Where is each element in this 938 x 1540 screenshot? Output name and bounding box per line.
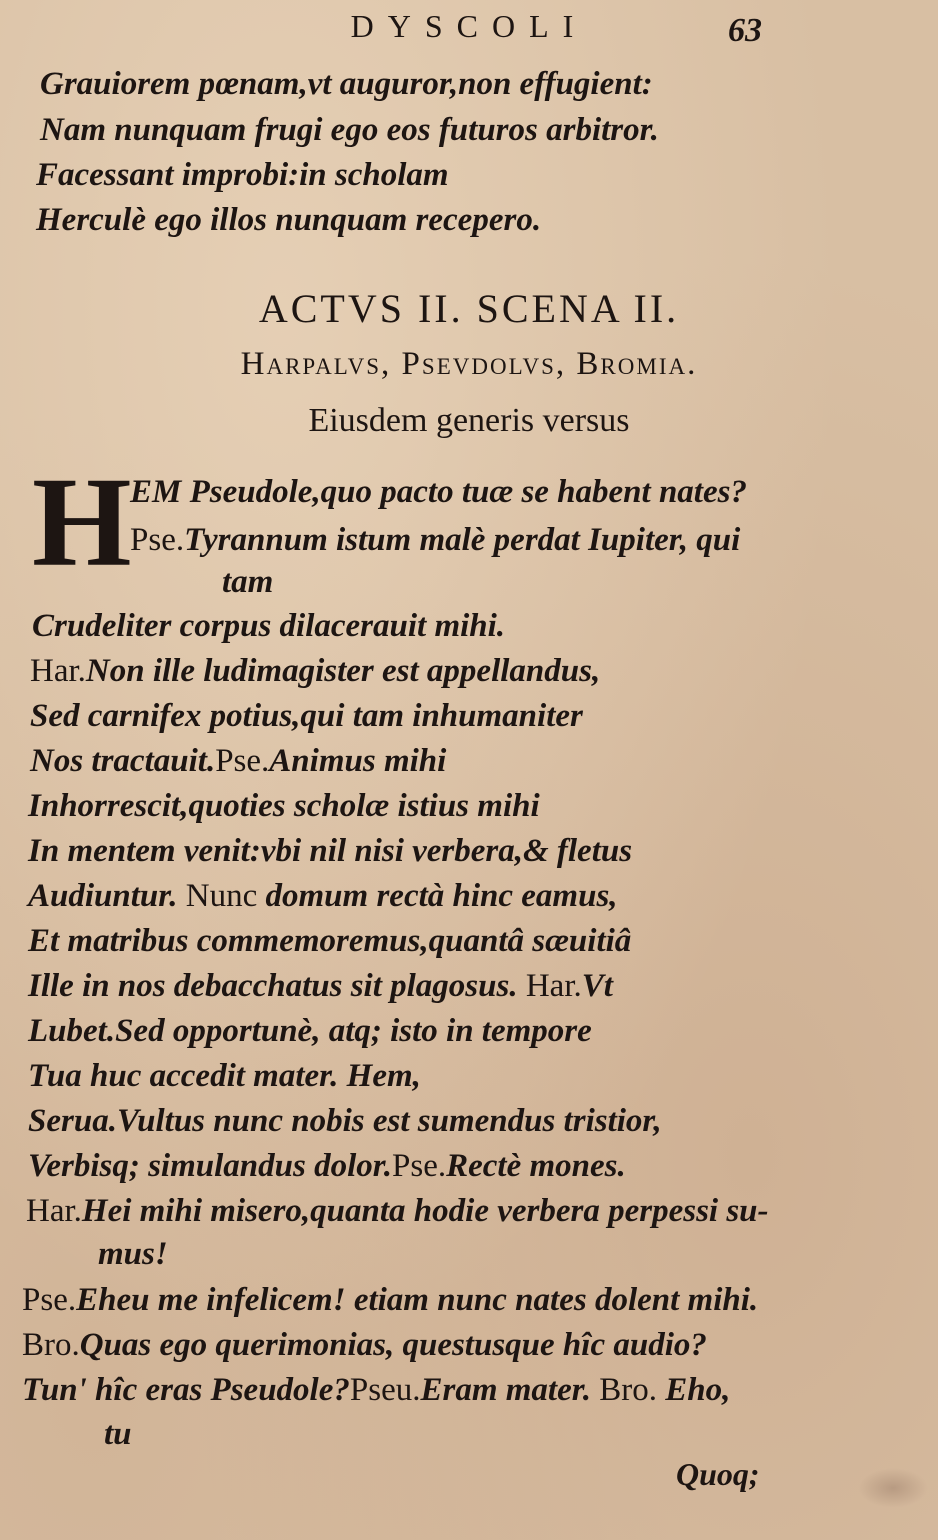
speaker-label: Pse.: [130, 522, 185, 558]
speaker-label: Pse.: [215, 743, 270, 779]
dialogue-line: Har.Non ille ludimagister est appellandus,: [30, 653, 601, 689]
verse-line: Nam nunquam frugi ego eos futuros arbitror.: [40, 112, 659, 148]
dialogue-line: Serua.Vultus nunc nobis est sumendus tristior,: [28, 1103, 662, 1139]
speaker-label: Bro.: [22, 1327, 80, 1363]
dialogue-line: In mentem venit:vbi nil nisi verbera,& fletus: [28, 833, 633, 869]
dialogue-line: Audiuntur. Nunc domum rectà hinc eamus,: [28, 878, 618, 914]
dialogue-line: Sed carnifex potius,qui tam inhumaniter: [30, 698, 583, 734]
dialogue-line: Tua huc accedit mater. Hem,: [28, 1058, 421, 1094]
dialogue-line: Tun' hîc eras Pseudole?Pseu.Eram mater. Bro. Eho,: [22, 1372, 731, 1408]
dialogue-line: Har.Hei mihi misero,quanta hodie verbera perpessi su-: [26, 1193, 769, 1229]
dialogue-line: Crudeliter corpus dilacerauit mihi.: [32, 608, 506, 644]
speaker-label: Bro.: [599, 1372, 657, 1408]
speaker-label: Har.: [30, 653, 86, 689]
dialogue-line: Verbisq; simulandus dolor.Pse.Rectè mones.: [28, 1148, 626, 1184]
speaker-label: Pseu.: [349, 1372, 421, 1408]
speaker-label: Har.: [525, 968, 582, 1004]
drop-cap-initial: H: [32, 451, 132, 593]
characters-list: Harpalvs, Psevdolvs, Bromia.: [240, 346, 698, 382]
dialogue-line: Et matribus commemoremus,quantâ sæuitiâ: [28, 923, 632, 959]
speaker-label: Pse.: [392, 1148, 447, 1184]
dialogue-line: EM Pseudole,quo pacto tuæ se habent nates?: [130, 474, 747, 510]
verse-line: Facessant improbi:in scholam: [36, 157, 449, 193]
verse-line: Herculè ego illos nunquam recepero.: [36, 202, 542, 238]
ink-bleed-mark: [858, 1468, 928, 1508]
running-header: DYSCOLI: [350, 8, 588, 44]
dialogue-line: Bro.Quas ego querimonias, questusque hîc audio?: [22, 1327, 707, 1363]
dialogue-line: Pse.Eheu me infelicem! etiam nunc nates dolent mihi.: [22, 1282, 759, 1318]
dialogue-line: Lubet.Sed opportunè, atq; isto in tempore: [28, 1013, 592, 1049]
dialogue-line: Pse.Tyrannum istum malè perdat Iupiter, qui: [130, 522, 741, 558]
dialogue-line: tam: [222, 564, 274, 600]
dialogue-line: Nos tractauit.Pse.Animus mihi: [30, 743, 447, 779]
act-scene-heading: ACTVS II. SCENA II.: [258, 286, 680, 331]
page-number: 63: [728, 12, 762, 49]
speaker-label: Pse.: [22, 1282, 77, 1318]
dialogue-line: mus!: [98, 1236, 168, 1272]
verse-type-note: Eiusdem generis versus: [308, 402, 630, 439]
dialogue-line: Ille in nos debacchatus sit plagosus. Har.Vt: [28, 968, 613, 1004]
speaker-label: Har.: [26, 1193, 82, 1229]
dialogue-line: Inhorrescit,quoties scholæ istius mihi: [28, 788, 540, 824]
verse-line: Grauiorem pœnam,vt auguror,non effugient:: [40, 66, 653, 102]
dialogue-line: tu: [104, 1416, 132, 1452]
catchword: Quoq;: [676, 1456, 760, 1492]
